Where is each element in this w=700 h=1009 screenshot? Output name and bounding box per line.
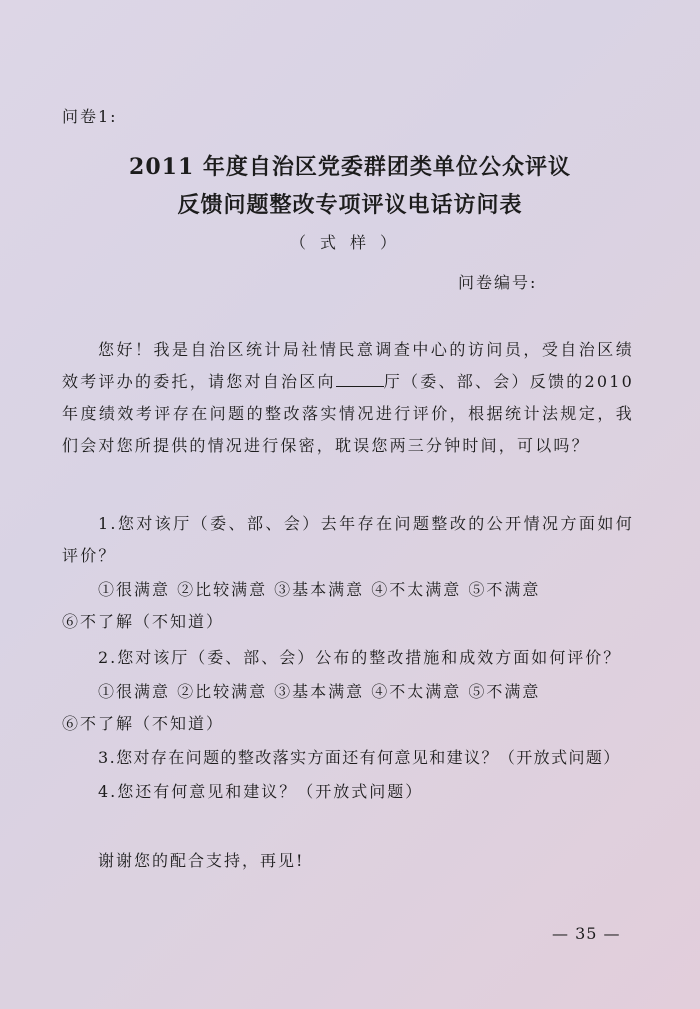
sample-label: （式样） <box>289 233 410 252</box>
intro-paragraph <box>62 334 634 494</box>
intro-text-part1: 您好！我是自治区统计局社情民意调查中心的访问员，受自治区绩效考评办的委托，请您对自治区向 <box>62 340 634 391</box>
question-3: 3.您对存在问题的整改落实方面还有何意见和建议？（开放式问题） <box>98 748 621 767</box>
question-1-options-extra: ⑥不了解（不知道） <box>62 612 225 631</box>
page-number: — 35 — <box>552 924 621 943</box>
blank-line <box>336 370 384 387</box>
questionnaire-label: 问卷1: <box>62 107 118 126</box>
questionnaire-number-label: 问卷编号: <box>458 273 538 292</box>
question-1: 1.您对该厅（委、部、会）去年存在问题整改的公开情况方面如何评价？ <box>62 514 634 565</box>
question-2-options: ①很满意 ②比较满意 ③基本满意 ④不太满意 ⑤不满意 <box>98 682 541 701</box>
document-title-line2: 反馈问题整改专项评议电话访问表 <box>177 192 523 218</box>
intro-text-part2: 厅（委、部、会）反馈的2010 年度绩效考评存在问题的整改落实情况进行评价，根据统计法规定，我们会对您所提供的情况进行保密，耽误您两三分钟时间，可以吗？ <box>62 372 634 455</box>
closing-text: 谢谢您的配合支持，再见! <box>98 851 305 870</box>
question-4: 4.您还有何意见和建议？（开放式问题） <box>98 782 424 801</box>
document-title-line1: 2011 年度自治区党委群团类单位公众评议 <box>129 154 571 180</box>
question-2: 2.您对该厅（委、部、会）公布的整改措施和成效方面如何评价？ <box>98 648 622 667</box>
question-1-options: ①很满意 ②比较满意 ③基本满意 ④不太满意 ⑤不满意 <box>98 580 541 599</box>
question-2-options-extra: ⑥不了解（不知道） <box>62 714 225 733</box>
